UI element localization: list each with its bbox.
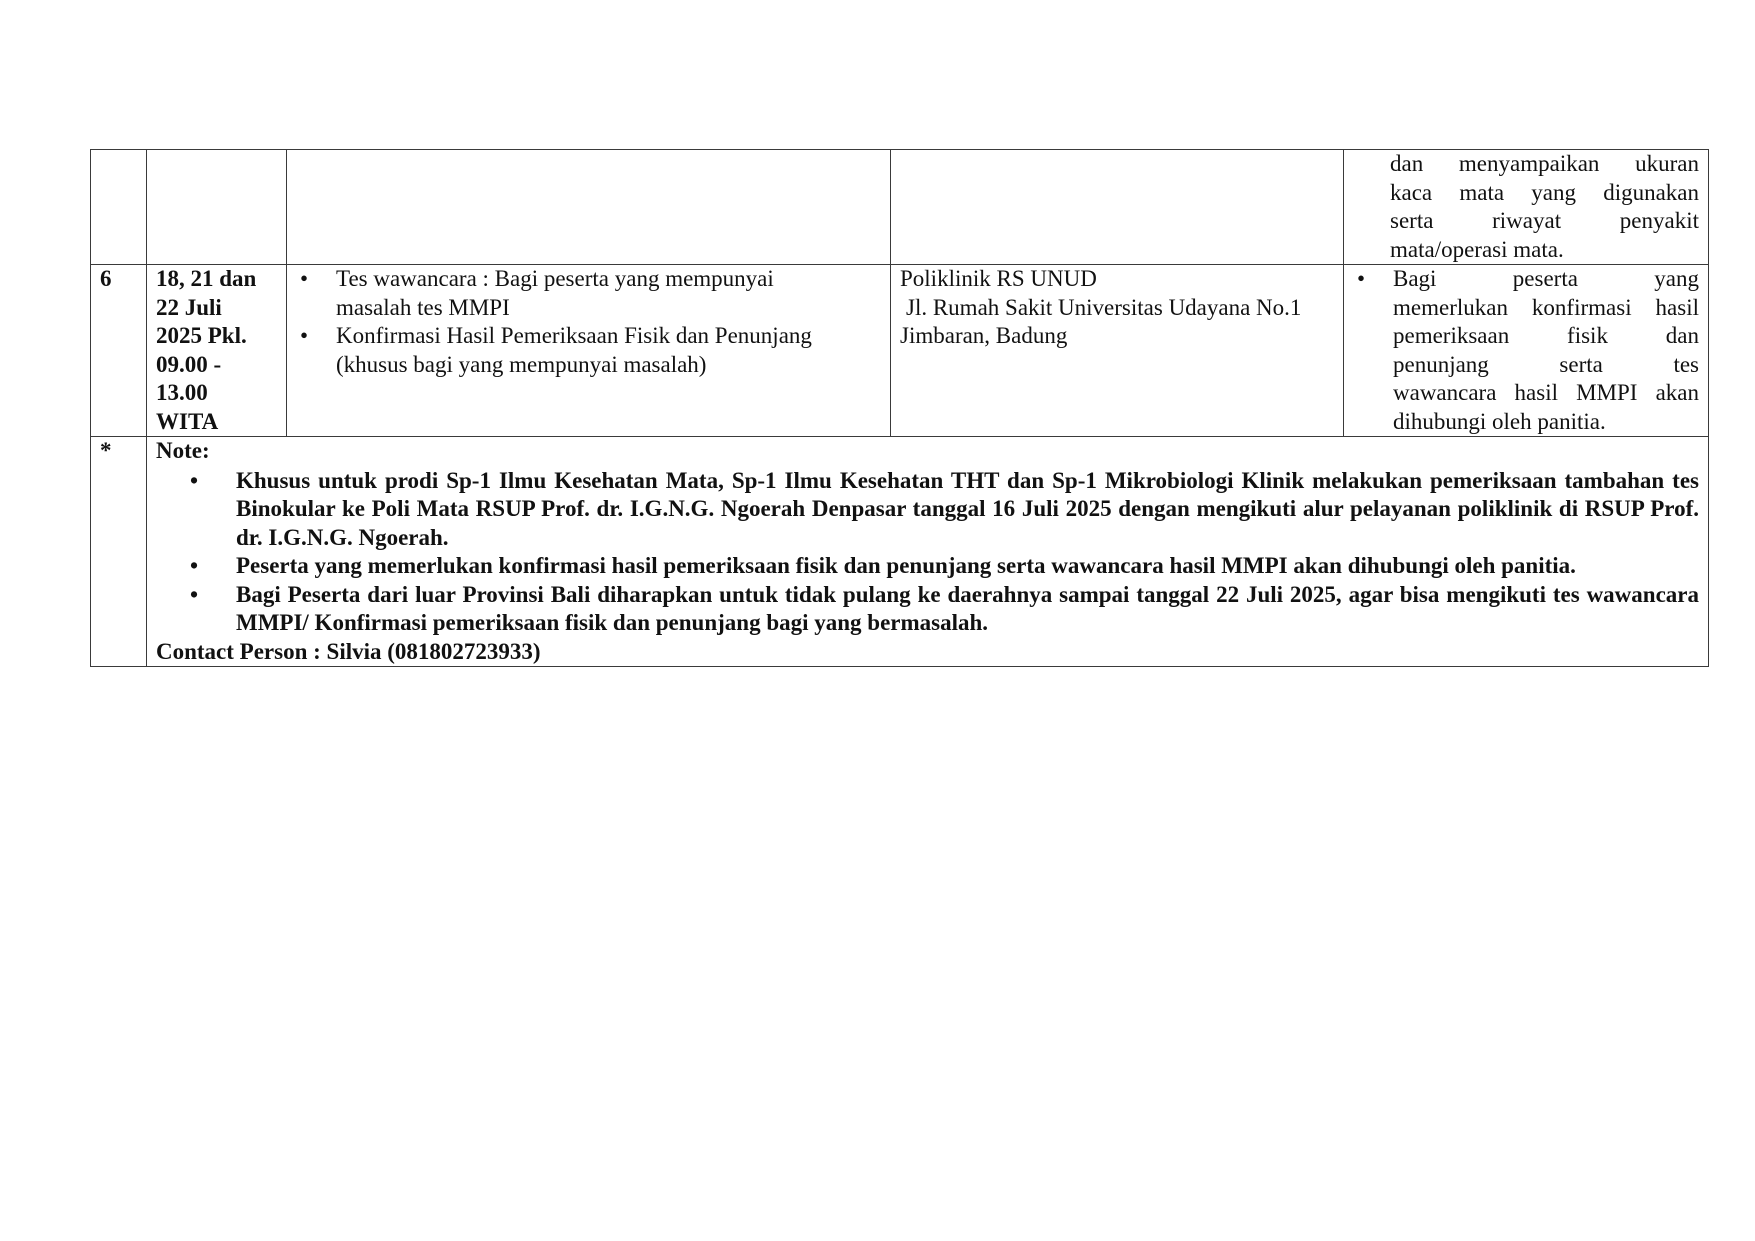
activity-line: masalah tes MMPI bbox=[336, 294, 510, 320]
cell-requirement-continued bbox=[1344, 150, 1709, 265]
date-line: 2025 Pkl. bbox=[156, 323, 247, 348]
notes-list bbox=[192, 467, 1699, 638]
list-item bbox=[296, 265, 881, 322]
requirement-list bbox=[1353, 265, 1699, 436]
list-item bbox=[296, 322, 881, 379]
table-row-6 bbox=[91, 265, 1709, 437]
requirement-line: dihubungi oleh panitia. bbox=[1393, 408, 1606, 434]
date-line: 18, 21 dan bbox=[156, 266, 257, 291]
requirement-line: wawancara hasil MMPI akan bbox=[1393, 380, 1699, 405]
cell-number: 6 bbox=[91, 265, 147, 437]
date-line: 09.00 - bbox=[156, 351, 222, 377]
activity-line: (khusus bagi yang mempunyai masalah) bbox=[336, 351, 707, 377]
cell-date bbox=[147, 265, 287, 437]
requirement-line: serta riwayat penyakit bbox=[1390, 208, 1699, 233]
cell-location bbox=[891, 265, 1344, 437]
location-line: Poliklinik RS UNUD bbox=[900, 266, 1097, 291]
activity-line: • Konfirmasi Hasil Pemeriksaan Fisik dan Penunjang bbox=[336, 323, 812, 348]
date-line: 22 Juli bbox=[156, 294, 222, 320]
cell-requirement bbox=[1344, 265, 1709, 437]
requirement-line: dan menyampaikan ukuran bbox=[1390, 151, 1699, 176]
table-row-notes bbox=[91, 437, 1709, 667]
schedule-table bbox=[90, 149, 1709, 667]
date-line: 13.00 bbox=[156, 380, 208, 405]
requirement-line: kaca mata yang digunakan bbox=[1390, 179, 1699, 205]
list-item bbox=[1353, 265, 1699, 436]
requirement-line: memerlukan konfirmasi hasil bbox=[1393, 294, 1699, 320]
cell-date-empty bbox=[147, 150, 287, 265]
cell-location-empty bbox=[891, 150, 1344, 265]
requirement-line: penunjang serta tes bbox=[1393, 351, 1699, 377]
requirement-line: pemeriksaan fisik dan bbox=[1393, 323, 1699, 348]
list-item: • Khusus untuk prodi Sp-1 Ilmu Kesehatan Mata, Sp-1 Ilmu Kesehatan THT dan Sp-1 Mikrobiologi Klinik melakukan pemeriksaan tambahan tes Binokular ke Poli Mata RSUP Prof. dr. I.G.N.G. Ngoerah Denpasar tanggal 16 Juli 2025 dengan mengikuti alur pelayanan poliklinik di RSUP Prof. dr. I.G.N.G. Ngoerah. bbox=[192, 467, 1699, 553]
contact-person: Contact Person : Silvia (081802723933) bbox=[156, 638, 541, 664]
notes-cell bbox=[147, 437, 1709, 667]
list-item: • Peserta yang memerlukan konfirmasi hasil pemeriksaan fisik dan penunjang serta wawancara hasil MMPI akan dihubungi oleh panitia. bbox=[192, 552, 1699, 581]
list-item: • Bagi Peserta dari luar Provinsi Bali diharapkan untuk tidak pulang ke daerahnya sampai tanggal 22 Juli 2025, agar bisa mengikuti tes wawancara MMPI/ Konfirmasi pemeriksaan fisik dan penunjang bagi yang bermasalah. bbox=[192, 581, 1699, 638]
requirement-line: mata/operasi mata. bbox=[1390, 236, 1564, 262]
cell-activity bbox=[287, 265, 891, 437]
table-row-continued bbox=[91, 150, 1709, 265]
location-line: Jimbaran, Badung bbox=[900, 323, 1068, 348]
cell-activity-empty bbox=[287, 150, 891, 265]
cell-number-empty bbox=[91, 150, 147, 265]
requirement-line: • Bagi peserta yang bbox=[1393, 266, 1699, 291]
date-line: WITA bbox=[156, 408, 219, 434]
location-line: Jl. Rumah Sakit Universitas Udayana No.1 bbox=[906, 294, 1302, 320]
notes-marker: * bbox=[91, 437, 147, 667]
notes-title: Note: bbox=[156, 438, 210, 463]
activity-list bbox=[296, 265, 881, 379]
activity-line: • Tes wawancara : Bagi peserta yang mempunyai bbox=[336, 266, 774, 291]
